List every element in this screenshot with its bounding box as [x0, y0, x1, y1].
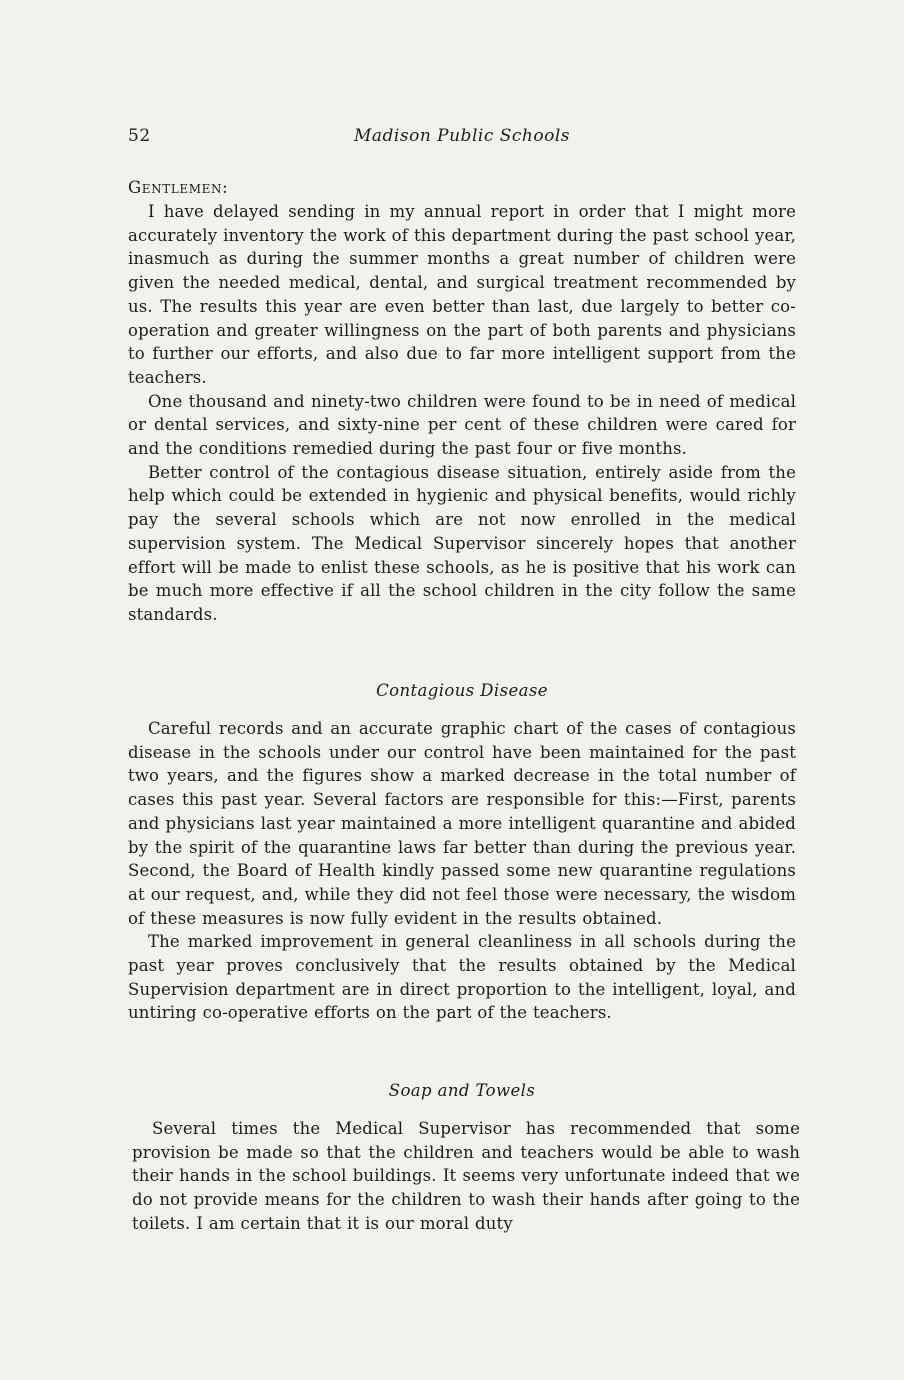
salutation: Gentlemen: — [128, 178, 229, 197]
intro-paragraph: I have delayed sending in my annual report in order that I might more accurately inventory the work of this department during the past school year, inasmuch as during the summer months a great number of children were given the needed medical, dental, and surgical treatment recommended by us. The results this year are even better than last, due largely to better co-operation and greater willingness on the part of both parents and physicians to further our efforts, and also due to far more intelligent support from the teachers. — [128, 202, 796, 387]
intro-paragraph: One thousand and ninety-two children were found to be in need of medical or dental services, and sixty-nine per cent of these children were cared for and the conditions remedied during the past four or five months. — [128, 391, 796, 459]
contagious-paragraph: The marked improvement in general cleanliness in all schools during the past year proves conclusively that the results obtained by the Medical Supervision department are in direct proportion to the intelligent, loyal, and untiring co-operative efforts on the part of the teachers. — [128, 932, 796, 1023]
page-header — [128, 126, 796, 150]
contagious-paragraph: Careful records and an accurate graphic chart of the cases of contagious disease in the schools under our control have been maintained for the past two years, and the figures show a marked decrease in the total number of cases this past year. Several factors are responsible for this:—First, parents and physicians last year maintained a more intelligent quarantine and abided by the spirit of the quarantine laws far better than during the previous year. Second, the Board of Health kindly passed some new quarantine regulations at our request, and, while they did not feel those were necessary, the wisdom of these measures is now fully evident in the results obtained. — [128, 719, 796, 928]
section-heading-soap-and-towels: Soap and Towels — [388, 1081, 536, 1100]
intro-paragraph: Better control of the contagious disease situation, entirely aside from the help which could be extended in hygienic and physical benefits, would richly pay the several schools which are not now enrolled in the medical supervision system. The Medical Supervisor sincerely hopes that another effort will be made to enlist these schools, as he is positive that his work can be much more effective if all the school children in the city follow the same standards. — [128, 462, 796, 624]
soap-and-towels-section — [132, 1117, 800, 1236]
page-number: 52 — [128, 126, 151, 146]
section-heading-contagious-disease: Contagious Disease — [376, 681, 548, 700]
soap-paragraph: Several times the Medical Supervisor has recommended that some provision be made so that the children and teachers would be able to wash their hands in the school buildings. It seems very unfortunate indeed that we do not provide means for the children to wash their hands after going to the toilets. I am certain that it is our moral duty — [132, 1119, 800, 1233]
intro-section — [128, 200, 796, 627]
running-title: Madison Public Schools — [354, 126, 570, 146]
contagious-disease-section — [128, 717, 796, 1025]
